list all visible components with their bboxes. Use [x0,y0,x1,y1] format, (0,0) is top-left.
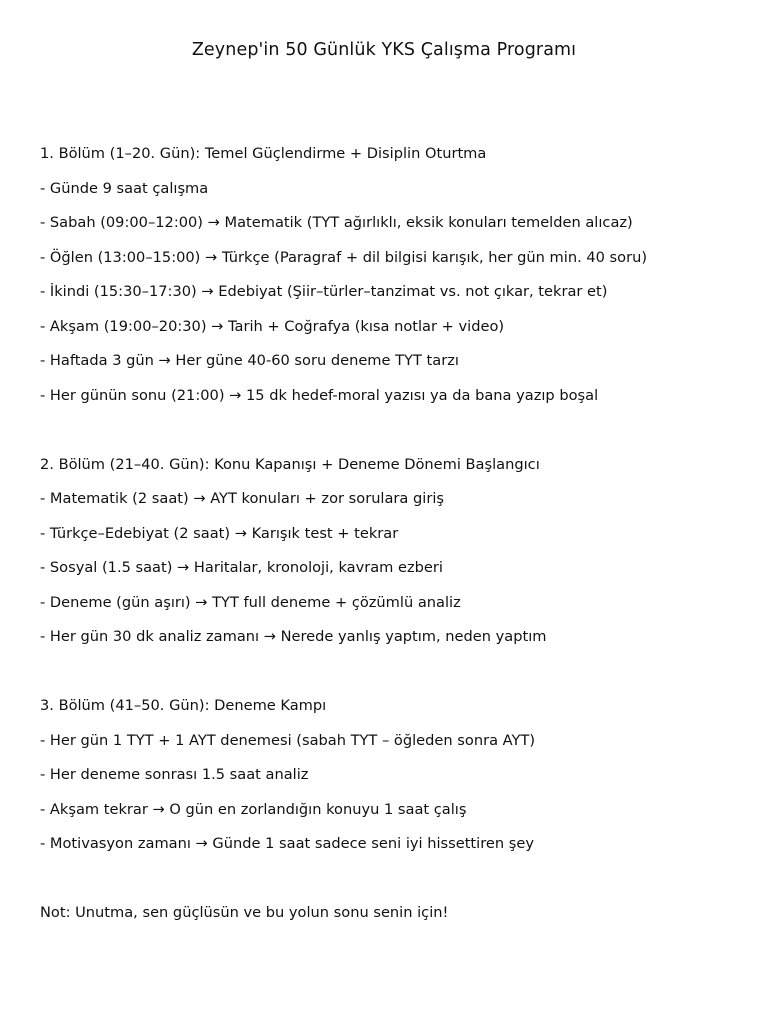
list-item: - Sabah (09:00–12:00) → Matematik (TYT ağırlıklı, eksik konuları temelden alıcaz) [40,214,633,231]
section-heading: 2. Bölüm (21–40. Gün): Konu Kapanışı + Deneme Dönemi Başlangıcı [40,455,540,473]
list-item: - Motivasyon zamanı → Günde 1 saat sadece seni iyi hissettiren şey [40,835,534,852]
document-title: Zeynep'in 50 Günlük YKS Çalışma Programı [191,40,577,60]
section-heading: 1. Bölüm (1–20. Gün): Temel Güçlendirme + Disiplin Oturtma [40,145,487,162]
list-item: - İkindi (15:30–17:30) → Edebiyat (Şiir–türler–tanzimat vs. not çıkar, tekrar et) [40,283,608,300]
list-item: - Öğlen (13:00–15:00) → Türkçe (Paragraf + dil bilgisi karışık, her gün min. 40 soru) [40,248,648,266]
document-body [40,142,760,936]
list-item: - Deneme (gün aşırı) → TYT full deneme + çözümlü analiz [40,593,461,611]
list-item: - Akşam tekrar → O gün en zorlandığın konuyu 1 saat çalış [40,800,467,818]
section-2 [40,453,760,660]
list-item: - Her gün 1 TYT + 1 AYT denemesi (sabah TYT – öğleden sonra AYT) [40,731,536,749]
list-item: - Her günün sonu (21:00) → 15 dk hedef-moral yazısı ya da bana yazıp boşal [40,386,599,404]
list-item: - Sosyal (1.5 saat) → Haritalar, kronoloji, kavram ezberi [40,559,443,576]
list-item: - Akşam (19:00–20:30) → Tarih + Coğrafya (kısa notlar + video) [40,317,505,335]
list-item: - Günde 9 saat çalışma [40,179,209,197]
list-item: - Türkçe–Edebiyat (2 saat) → Karışık test + tekrar [40,524,399,542]
section-3 [40,694,760,867]
list-item: - Matematik (2 saat) → AYT konuları + zor sorulara giriş [40,490,444,507]
section-1 [40,142,760,418]
list-item: - Her deneme sonrası 1.5 saat analiz [40,766,309,783]
section-heading: 3. Bölüm (41–50. Gün): Deneme Kampı [40,697,327,714]
list-item: - Haftada 3 gün → Her güne 40-60 soru deneme TYT tarzı [40,352,459,369]
closing-note: Not: Unutma, sen güçlüsün ve bu yolun sonu senin için! [40,904,449,921]
list-item: - Her gün 30 dk analiz zamanı → Nerede yanlış yaptım, neden yaptım [40,628,547,645]
